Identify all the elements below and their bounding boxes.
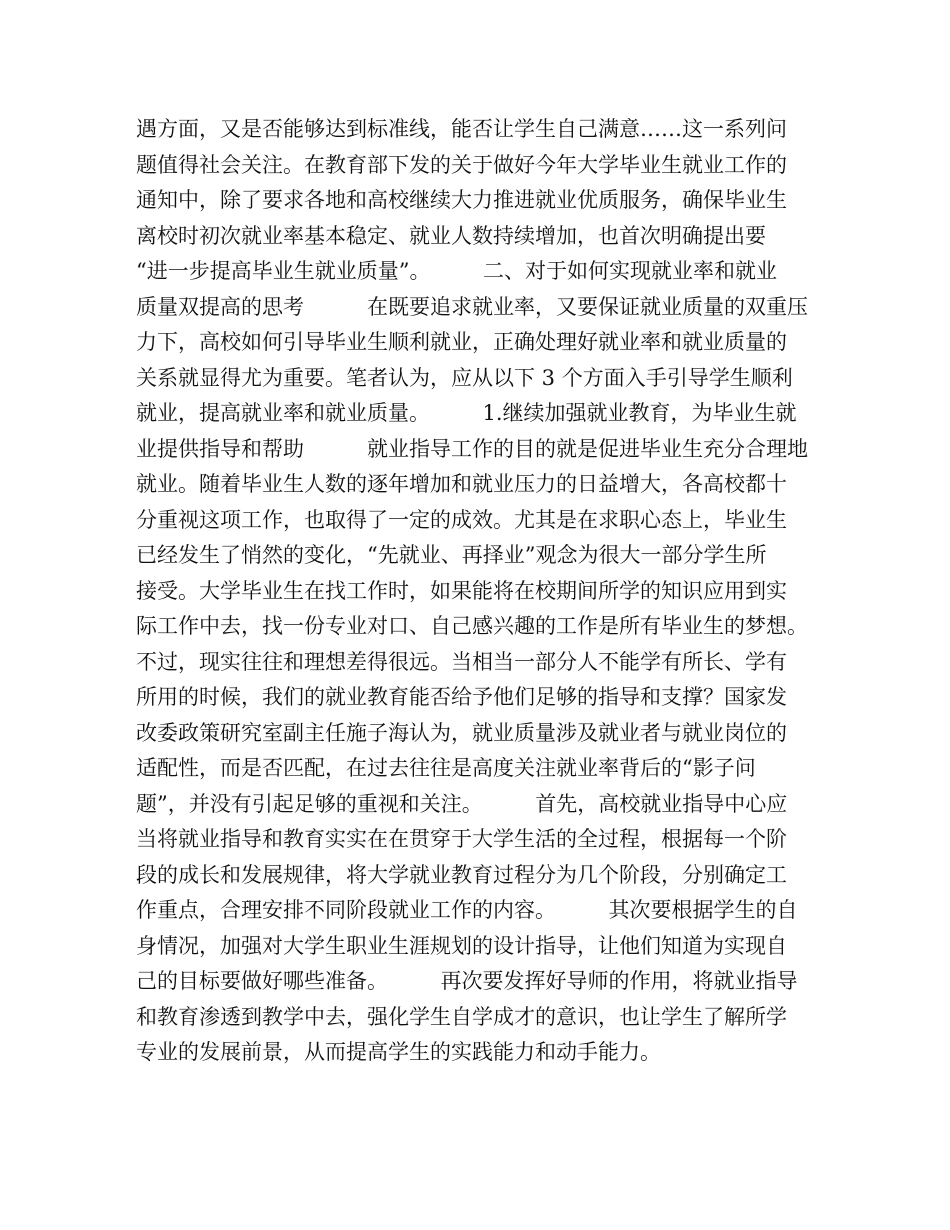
text-line-20: 题”，并没有引起足够的重视和关注。 首先，高校就业指导中心应 (136, 791, 788, 816)
text-line-17: 所用的时候，我们的就业教育能否给予他们足够的指导和支撑？国家发 (136, 685, 787, 709)
text-line-13: 已经发生了悄然的变化，“先就业、再择业”观念为很大一部分学生所 (136, 543, 767, 567)
text-line-21: 当将就业指导和教育实实在在贯穿于大学生活的全过程，根据每一个阶 (136, 827, 787, 851)
text-line-2: 题值得社会关注。在教育部下发的关于做好今年大学毕业生就业工作的 (136, 152, 787, 177)
text-line-25: 己的目标要做好哪些准备。 再次要发挥好导师的作用，将就业指导 (136, 969, 798, 993)
text-line-15: 际工作中去，找一份专业对口、自己感兴趣的工作是所有毕业生的梦想。 (136, 614, 808, 638)
text-line-11: 就业。随着毕业生人数的逐年增加和就业压力的日益增大，各高校都十 (136, 472, 787, 496)
text-line-16: 不过，现实往往和理想差得很远。当相当一部分人不能学有所长、学有 (136, 649, 787, 674)
text-line-9: 就业，提高就业率和就业质量。 1.继续加强就业教育，为毕业生就 (136, 401, 797, 425)
text-line-1: 遇方面，又是否能够达到标准线，能否让学生自己满意……这一系列问 (136, 117, 787, 141)
text-line-27: 专业的发展前景，从而提高学生的实践能力和动手能力。 (136, 1040, 661, 1064)
text-line-19: 适配性，而是否匹配，在过去往往是高度关注就业率背后的“影子问 (136, 756, 756, 780)
text-line-23: 作重点，合理安排不同阶段就业工作的内容。 其次要根据学生的自 (136, 898, 798, 922)
body-text (136, 112, 826, 1071)
text-line-10: 业提供指导和帮助 就业指导工作的目的就是促进毕业生充分合理地 (136, 436, 808, 461)
text-line-24: 身情况，加强对大学生职业生涯规划的设计指导，让他们知道为实现自 (136, 933, 787, 958)
text-line-7: 力下，高校如何引导毕业生顺利就业，正确处理好就业率和就业质量的 (136, 330, 787, 354)
text-line-14: 接受。大学毕业生在找工作时，如果能将在校期间所学的知识应用到实 (136, 578, 787, 603)
text-line-12: 分重视这项工作，也取得了一定的成效。尤其是在求职心态上，毕业生 (136, 507, 787, 532)
text-line-3: 通知中，除了要求各地和高校继续大力推进就业优质服务，确保毕业生 (136, 188, 787, 212)
text-line-8: 关系就显得尤为重要。笔者认为，应从以下 3 个方面入手引导学生顺利 (136, 365, 793, 390)
text-line-26: 和教育渗透到教学中去，强化学生自学成才的意识，也让学生了解所学 (136, 1004, 787, 1029)
text-line-5: “进一步提高毕业生就业质量”。 二、对于如何实现就业率和就业 (136, 259, 777, 283)
text-line-22: 段的成长和发展规律，将大学就业教育过程分为几个阶段，分别确定工 (136, 862, 787, 887)
text-line-4: 离校时初次就业率基本稳定、就业人数持续增加，也首次明确提出要 (136, 223, 766, 248)
text-line-6: 质量双提高的思考 在既要追求就业率，又要保证就业质量的双重压 (136, 294, 808, 319)
text-line-18: 改委政策研究室副主任施子海认为，就业质量涉及就业者与就业岗位的 (136, 720, 787, 745)
